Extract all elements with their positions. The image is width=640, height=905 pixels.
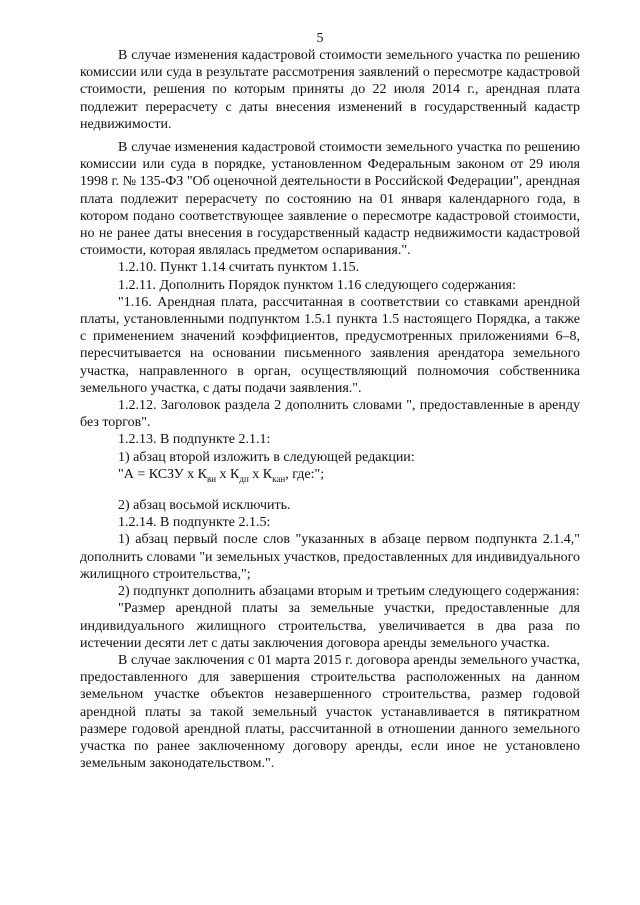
paragraph-1-2-13: 1.2.13. В подпункте 2.1.1: — [118, 432, 271, 448]
paragraph-izhs-rent-quote: "Размер арендной платы за земельные участки, предоставленные для индивидуального жилищного строительства, увеличивается в два раза по истечении десяти лет с даты заключения договора аренды земельного участка. — [80, 601, 580, 651]
formula-subscript-kan: кан — [272, 473, 286, 484]
document-body — [80, 47, 580, 772]
paragraph-1-2-12: 1.2.12. Заголовок раздела 2 дополнить словами ", предоставленные в аренду без торгов". — [80, 398, 580, 431]
page-number: 5 — [316, 31, 324, 46]
paragraph-cadastral-change-2: В случае изменения кадастровой стоимости земельного участка по решению комиссии или суда в порядке, установленном Федеральным законом от 29 июля 1998 г. № 135-ФЗ "Об оценочной деятельности в Российской Федерации", арендная плата подлежит перерасчету по состоянию на 01 января календарного года, в котором подано соответствующее заявление о пересмотре кадастровой стоимости, но не ранее даты внесения в государственный кадастр недвижимости кадастровой стоимости, которая являлась предметом оспаривания.". — [80, 140, 580, 259]
paragraph-1-16-quote: "1.16. Арендная плата, рассчитанная в соответствии со ставками арендной платы, установленными подпунктом 1.5.1 пункта 1.5 настоящего Порядка, а также с применением значений коэффициентов, предусмотренных приложениями 6–8, пересчитывается на основании письменного заявления арендатора земельного участка, направленного в орган, осуществляющий полномочия собственника земельного участка, с даты подачи заявления.". — [80, 294, 580, 396]
formula-line — [80, 466, 580, 483]
formula-subscript-vi: ви — [206, 473, 217, 484]
formula-subscript-dp: дп — [239, 473, 249, 484]
formula-tail: , где:"; — [285, 466, 325, 482]
paragraph-podpunkt-dopolnit: 2) подпункт дополнить абзацами вторым и третьим следующего содержания: — [118, 584, 580, 600]
formula-mid-2: х К — [248, 466, 273, 482]
formula-mid-1: х К — [216, 466, 240, 482]
paragraph-unfinished-construction: В случае заключения с 01 марта 2015 г. договора аренды земельного участка, предоставленного для завершения строительства расположенных на данном земельном участке объектов незавершенного строительства, размер годовой арендной платы за такой земельный участок устанавливается в пятикратном размере годовой арендной платы, рассчитанной в отношении данного земельного участка по ранее заключенному договору аренды, если иное не установлено земельным законодательством.". — [80, 652, 580, 772]
paragraph-1-2-10: 1.2.10. Пункт 1.14 считать пунктом 1.15. — [118, 260, 360, 276]
paragraph-cadastral-change-1: В случае изменения кадастровой стоимости земельного участка по решению комиссии или суда в результате рассмотрения заявлений о пересмотре кадастровой стоимости, решения по которым приняты до 22 июля 2014 г., арендная плата подлежит перерасчету с даты внесения изменений в государственный кадастр недвижимости. — [80, 48, 580, 132]
paragraph-1-2-14: 1.2.14. В подпункте 2.1.5: — [118, 515, 271, 531]
paragraph-1-2-11: 1.2.11. Дополнить Порядок пунктом 1.16 следующего содержания: — [118, 277, 516, 293]
paragraph-abzac-vosmoy: 2) абзац восьмой исключить. — [118, 498, 291, 514]
formula-lead: "А = КСЗУ х К — [118, 466, 207, 482]
paragraph-abzac-perviy: 1) абзац первый после слов "указанных в абзаце первом подпункта 2.1.4," дополнить словами "и земельных участков, предоставленных для индивидуального жилищного строительства,"; — [80, 532, 580, 582]
paragraph-abzac-vtoroy: 1) абзац второй изложить в следующей редакции: — [118, 449, 415, 465]
